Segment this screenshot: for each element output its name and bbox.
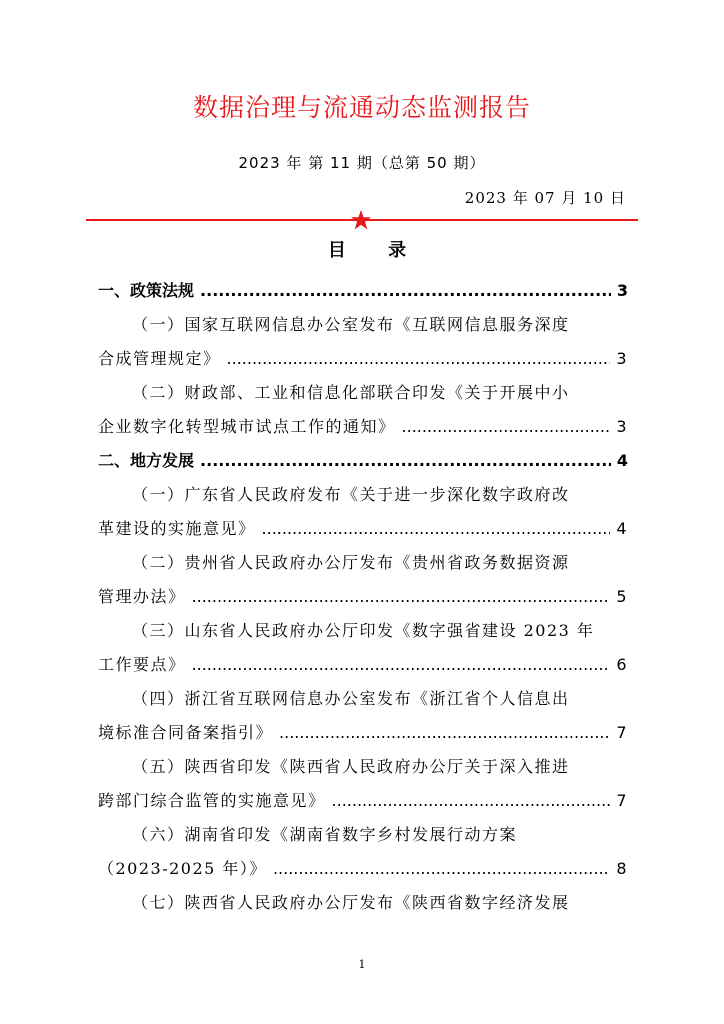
entry-tail: 跨部门综合监管的实施意见》 (98, 791, 326, 810)
issue-number: 2023 年 第 11 期（总第 50 期） (238, 154, 486, 172)
entry-tail: （2023-2025 年）》 (98, 859, 267, 878)
toc-entry[interactable] (98, 308, 628, 376)
entry-tail: 合成管理规定》 (98, 349, 221, 368)
entry-line: （四）浙江省互联网信息办公室发布《浙江省个人信息出 (132, 689, 570, 708)
toc-entry[interactable] (98, 376, 628, 444)
toc-entry[interactable] (98, 886, 628, 920)
toc-section-policy[interactable] (98, 274, 628, 308)
entry-page: 7 (616, 791, 628, 810)
entry-page: 8 (616, 859, 628, 878)
dot-leader (279, 716, 610, 750)
section-page: 4 (616, 451, 628, 470)
dot-leader (192, 648, 611, 682)
toc-entry[interactable] (98, 546, 628, 614)
entry-line: （六）湖南省印发《湖南省数字乡村发展行动方案 (132, 825, 518, 844)
entry-line: （二）贵州省人民政府办公厅发布《贵州省政务数据资源 (132, 553, 570, 572)
entry-line: （七）陕西省人民政府办公厅发布《陕西省数字经济发展 (132, 893, 570, 912)
section-title: 地方发展 (130, 451, 195, 470)
entry-line-end (98, 716, 628, 750)
section-page: 3 (616, 281, 628, 300)
entry-tail: 管理办法》 (98, 587, 186, 606)
entry-page: 4 (616, 519, 628, 538)
toc-entry[interactable] (98, 682, 628, 750)
issue-date: 2023 年 07 月 10 日 (464, 189, 626, 207)
dot-leader (273, 852, 610, 886)
entry-tail: 企业数字化转型城市试点工作的通知》 (98, 417, 396, 436)
entry-page: 3 (616, 349, 628, 368)
dot-leader (200, 444, 611, 478)
entry-line-end (98, 852, 628, 886)
entry-line: （三）山东省人民政府办公厅印发《数字强省建设 2023 年 (132, 621, 595, 640)
section-number: 一、 (98, 281, 131, 300)
entry-page: 6 (616, 655, 628, 674)
entry-line-end (98, 648, 628, 682)
entry-line: （二）财政部、工业和信息化部联合印发《关于开展中小 (132, 383, 570, 402)
toc-entry[interactable] (98, 614, 628, 682)
entry-tail: 境标准合同备案指引》 (98, 723, 274, 742)
entry-line-end (98, 410, 628, 444)
section-title: 政策法规 (130, 281, 195, 300)
toc-entry[interactable] (98, 818, 628, 886)
entry-tail: 革建设的实施意见》 (98, 519, 256, 538)
toc-entry[interactable] (98, 750, 628, 818)
entry-page: 3 (616, 417, 628, 436)
entry-tail: 工作要点》 (98, 655, 186, 674)
toc-section-local[interactable] (98, 444, 628, 478)
page-number: 1 (358, 958, 366, 971)
section-number: 二、 (98, 451, 131, 470)
toc-heading: 目 录 (327, 240, 425, 261)
dot-leader (227, 342, 611, 376)
entry-line-end (98, 512, 628, 546)
dot-leader (402, 410, 611, 444)
entry-line: （五）陕西省印发《陕西省人民政府办公厅关于深入推进 (132, 757, 570, 776)
report-title: 数据治理与流通动态监测报告 (192, 93, 531, 122)
dot-leader (262, 512, 611, 546)
entry-line-end (98, 784, 628, 818)
toc-entry[interactable] (98, 478, 628, 546)
entry-line-end (98, 580, 628, 614)
entry-line: （一）广东省人民政府发布《关于进一步深化数字政府改 (132, 485, 570, 504)
entry-line-end (98, 342, 628, 376)
entry-line: （一）国家互联网信息办公室发布《互联网信息服务深度 (132, 315, 570, 334)
table-of-contents (98, 274, 628, 920)
dot-leader (192, 580, 611, 614)
dot-leader (200, 274, 611, 308)
red-star-icon (350, 209, 372, 231)
dot-leader (332, 784, 611, 818)
entry-page: 7 (616, 723, 628, 742)
entry-page: 5 (616, 587, 628, 606)
